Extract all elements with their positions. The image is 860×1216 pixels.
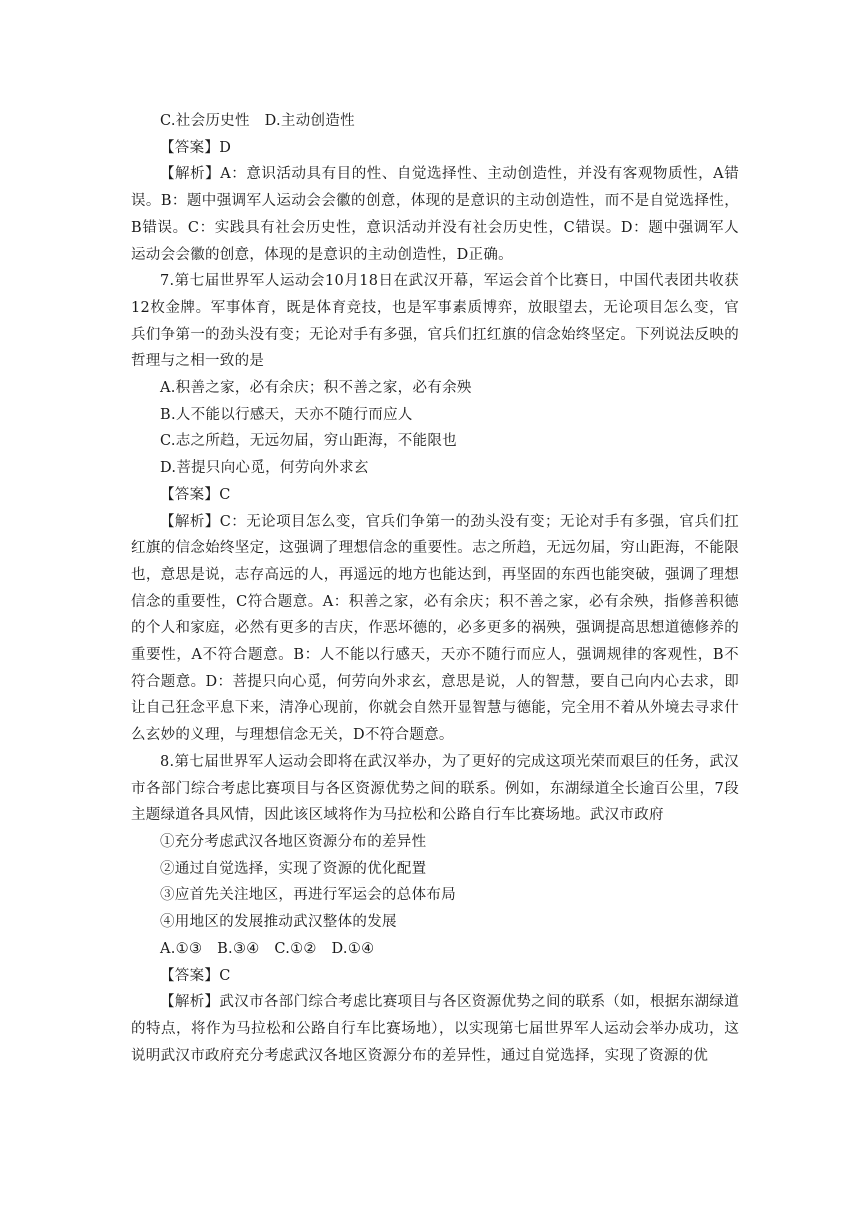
statement-2: ②通过自觉选择，实现了资源的优化配置 xyxy=(160,860,427,877)
statement-4: ④用地区的发展推动武汉整体的发展 xyxy=(160,914,397,931)
question-7: 7.第七届世界军人运动会10月18日在武汉开幕，军运会首个比赛日，中国代表团共收获12枚金牌。军事体育，既是体育竞技，也是军事素质博弈，放眼望去，无论项目怎么变，官兵们争第一的劲头没有变；无论对手有多强，官兵们扛红旗的信念始终坚定。下列说法反映的哲理与之相一致的是 xyxy=(131,273,739,370)
explanation-paragraph: 【解析】A：意识活动具有目的性、自觉选择性、主动创造性，并没有客观物质性，A错误。B：题中强调军人运动会会徽的创意，体现的是意识的主动创造性，而不是自觉选择性，B错误。C：实践具有社会历史性，意识活动并没有社会历史性，C错误。D：题中强调军人运动会会徽的创意，体现的是意识的主动创造性，D正确。 xyxy=(131,166,739,263)
option-a: A.积善之家，必有余庆；积不善之家，必有余殃 xyxy=(160,380,472,397)
question-8: 8.第七届世界军人运动会即将在武汉举办，为了更好的完成这项光荣而艰巨的任务，武汉市各部门综合考虑比赛项目与各区资源优势之间的联系。例如，东湖绿道全长逾百公里，7段主题绿道各具风情，因此该区域将作为马拉松和公路自行车比赛场地。武汉市政府 xyxy=(131,753,739,824)
explanation-paragraph: 【解析】C：无论项目怎么变，官兵们争第一的劲头没有变；无论对手有多强，官兵们扛红旗的信念始终坚定，这强调了理想信念的重要性。志之所趋，无远勿届，穷山距海，不能限也，意思是说，志存高远的人，再遥远的地方也能达到，再坚固的东西也能突破，强调了理想信念的重要性，C符合题意。A：积善之家，必有余庆；积不善之家，必有余殃，指修善积德的个人和家庭，必然有更多的吉庆，作恶坏德的，必多更多的祸殃，强调提高思想道德修养的重要性，A不符合题意。B：人不能以行感天，天亦不随行而应人，强调规律的客观性，B不符合题意。D：菩提只向心觅，何劳向外求玄，意思是说，人的智慧，要自己向内心去求，即让自己狂念平息下来，清净心现前，你就会自然开显智慧与德能，完全用不着从外境去寻求什么玄妙的义理，与理想信念无关，D不符合题意。 xyxy=(131,513,739,744)
document-body xyxy=(131,108,739,1069)
option-b: B.人不能以行感天，天亦不随行而应人 xyxy=(160,406,413,423)
answer-line: 【答案】D xyxy=(160,139,232,156)
option-c: C.志之所趋，无远勿届，穷山距海，不能限也 xyxy=(160,433,457,450)
explanation-paragraph: 【解析】武汉市各部门综合考虑比赛项目与各区资源优势之间的联系（如，根据东湖绿道的特点，将作为马拉松和公路自行车比赛场地），以实现第七届世界军人运动会举办成功，这说明武汉市政府充分考虑武汉各地区资源分布的差异性，通过自觉选择，实现了资源的优 xyxy=(131,994,739,1064)
statement-1: ①充分考虑武汉各地区资源分布的差异性 xyxy=(160,833,427,850)
options-line: A.①③ B.③④ C.①② D.①④ xyxy=(160,940,375,957)
answer-line: 【答案】C xyxy=(160,967,231,984)
answer-line: 【答案】C xyxy=(160,486,231,503)
option-line: C.社会历史性 D.主动创造性 xyxy=(160,113,355,129)
option-d: D.菩提只向心觅，何劳向外求玄 xyxy=(160,460,369,477)
statement-3: ③应首先关注地区，再进行军运会的总体布局 xyxy=(160,887,456,904)
